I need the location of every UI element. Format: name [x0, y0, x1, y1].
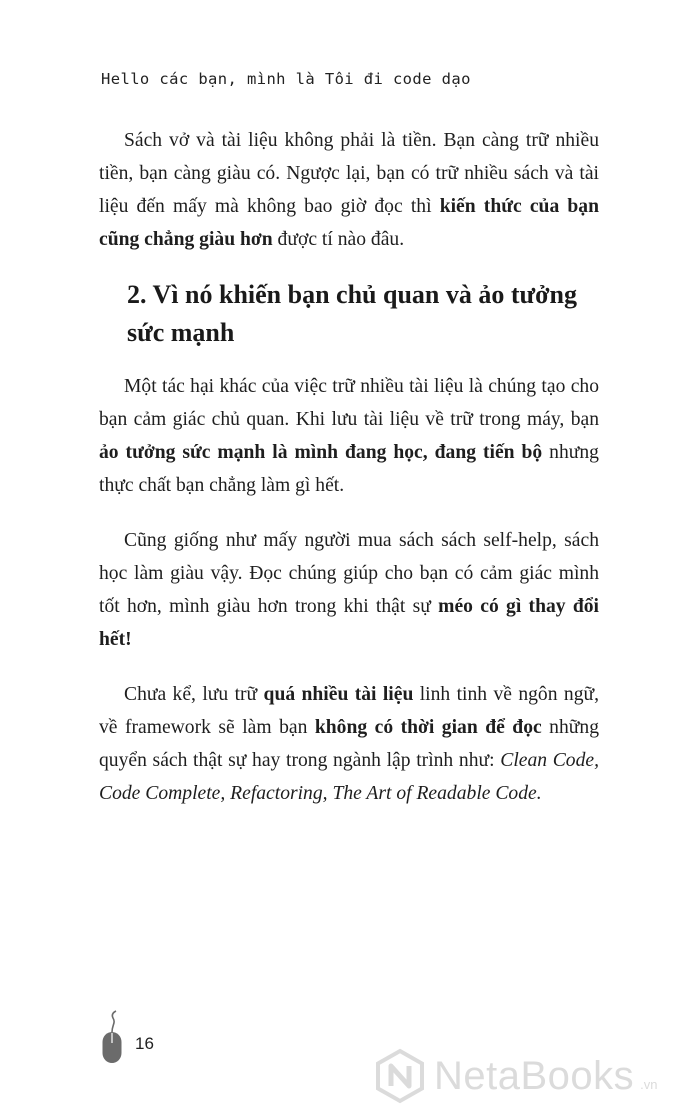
paragraph-4-text-3: những quyển sách thật sự hay trong ngành lập trình như:	[99, 717, 599, 771]
netabooks-watermark	[372, 1048, 658, 1104]
watermark-tld: .vn	[640, 1076, 658, 1092]
watermark-brand: NetaBooks	[434, 1053, 635, 1098]
paragraph-2-bold-1: ảo tưởng sức mạnh là mình đang học, đang tiến bộ	[99, 442, 543, 463]
running-header: Hello các bạn, mình là Tôi đi code dạo	[101, 70, 471, 88]
paragraph-2-text-2: nhưng thực chất bạn chẳng làm gì hết.	[99, 442, 599, 496]
paragraph-1-text-1: Sách vở và tài liệu không phải là tiền. Bạn càng trữ nhiều tiền, bạn càng giàu có. Ngược lại, bạn có trữ nhiều sách và tài liệu đến mấy mà không bao giờ đọc thì	[99, 130, 599, 217]
paragraph-4-bold-2: không có thời gian để đọc	[314, 717, 542, 738]
page-footer	[101, 1010, 154, 1064]
paragraph-2-text-1: Một tác hại khác của việc trữ nhiều tài liệu là chúng tạo cho bạn cảm giác chủ quan. Khi lưu tài liệu về trữ trong máy, bạn	[99, 376, 599, 430]
paragraph-4-italic-books: Clean Code, Code Complete, Refactoring, The Art of Readable Code.	[99, 750, 599, 804]
paragraph-1-bold-1: kiến thức của bạn cũng chẳng giàu hơn	[99, 196, 599, 250]
computer-mouse-icon	[101, 1010, 123, 1064]
paragraph-3-bold-1: méo có gì thay đổi hết!	[99, 596, 599, 650]
paragraph-1	[99, 124, 599, 256]
page-number: 16	[135, 1034, 154, 1053]
paragraph-1-text-2: được tí nào đâu.	[272, 229, 405, 250]
page-content	[99, 124, 599, 810]
section-heading: 2. Vì nó khiến bạn chủ quan và ảo tưởng sức mạnh	[127, 280, 578, 347]
paragraph-4-bold-1: quá nhiều tài liệu	[263, 684, 414, 705]
paragraph-4-text-2: linh tinh về ngôn ngữ, về framework sẽ làm bạn	[99, 684, 600, 738]
paragraph-4	[99, 678, 599, 810]
paragraph-3-text-1: Cũng giống như mấy người mua sách sách self-help, sách học làm giàu vậy. Đọc chúng giúp cho bạn có cảm giác mình tốt hơn, mình giàu hơn trong khi thật sự	[99, 530, 599, 617]
netabooks-logo-icon	[372, 1048, 428, 1104]
paragraph-3	[99, 524, 599, 656]
paragraph-4-text-1: Chưa kể, lưu trữ	[124, 684, 264, 705]
paragraph-2	[99, 370, 599, 502]
